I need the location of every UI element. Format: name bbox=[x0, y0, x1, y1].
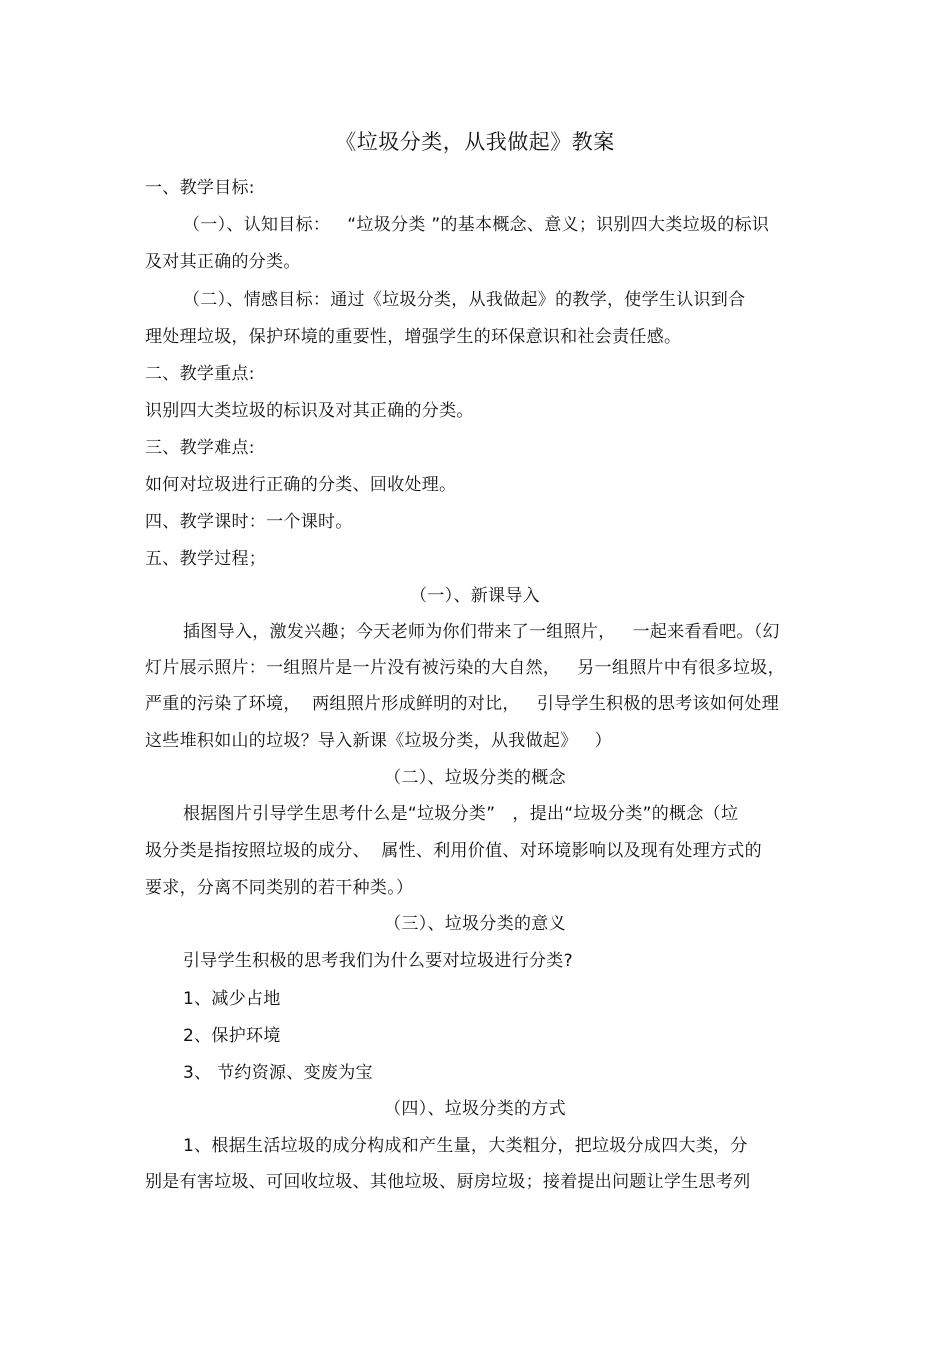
paragraph-line: 插图导入，激发兴趣；今天老师为你们带来了一组照片， 一起来看看吧。（幻 bbox=[183, 622, 780, 642]
paragraph-line: （二）、情感目标：通过《垃圾分类，从我做起》的教学，使学生认识到合 bbox=[183, 290, 746, 310]
paragraph-line: 灯片展示照片：一组照片是一片没有被污染的大自然， 另一组照片中有很多垃圾， bbox=[145, 658, 785, 678]
paragraph-line: （一）、认知目标： “垃圾分类 ”的基本概念、意义；识别四大类垃圾的标识 bbox=[183, 215, 770, 235]
list-item: 3、 节约资源、变废为宝 bbox=[183, 1063, 373, 1083]
subheading-methods: （四）、垃圾分类的方式 bbox=[384, 1099, 566, 1119]
subheading-significance: （三）、垃圾分类的意义 bbox=[384, 914, 566, 934]
section-heading-process: 五、教学过程； bbox=[145, 549, 267, 569]
subheading-introduction: （一）、新课导入 bbox=[410, 586, 540, 606]
paragraph-line: 严重的污染了环境， 两组照片形成鲜明的对比， 引导学生积极的思考该如何处理 bbox=[145, 694, 780, 714]
list-item: 2、保护环境 bbox=[183, 1026, 281, 1046]
paragraph-line: 理处理垃圾，保护环境的重要性，增强学生的环保意识和社会责任感。 bbox=[145, 327, 682, 347]
paragraph-line: 圾分类是指按照垃圾的成分、 属性、利用价值、对环境影响以及现有处理方式的 bbox=[145, 841, 762, 861]
section-heading-class-hours: 四、教学课时：一个课时。 bbox=[145, 512, 353, 532]
paragraph-line: 根据图片引导学生思考什么是“垃圾分类” ，提出“垃圾分类”的概念（垃 bbox=[183, 804, 739, 824]
paragraph-line: 别是有害垃圾、可回收垃圾、其他垃圾、厨房垃圾；接着提出问题让学生思考列 bbox=[145, 1172, 751, 1192]
paragraph-line: 要求，分离不同类别的若干种类。） bbox=[145, 878, 414, 898]
subheading-concept: （二）、垃圾分类的概念 bbox=[384, 768, 566, 788]
paragraph-line: 引导学生积极的思考我们为什么要对垃圾进行分类? bbox=[183, 951, 573, 971]
paragraph-line: 及对其正确的分类。 bbox=[145, 252, 301, 272]
document-title: 《垃圾分类，从我做起》教案 bbox=[335, 130, 615, 154]
paragraph-line: 这些堆积如山的垃圾？导入新课《垃圾分类，从我做起》 ） bbox=[145, 731, 612, 751]
paragraph-line: 1、根据生活垃圾的成分构成和产生量，大类粗分，把垃圾分成四大类，分 bbox=[183, 1136, 748, 1156]
section-heading-key-points: 二、教学重点: bbox=[145, 364, 255, 384]
list-item: 1、减少占地 bbox=[183, 989, 281, 1009]
paragraph-line: 如何对垃圾进行正确的分类、回收处理。 bbox=[145, 475, 457, 495]
paragraph-line: 识别四大类垃圾的标识及对其正确的分类。 bbox=[145, 401, 474, 421]
section-heading-difficulties: 三、教学难点: bbox=[145, 438, 255, 458]
section-heading-objectives: 一、教学目标: bbox=[145, 178, 255, 198]
